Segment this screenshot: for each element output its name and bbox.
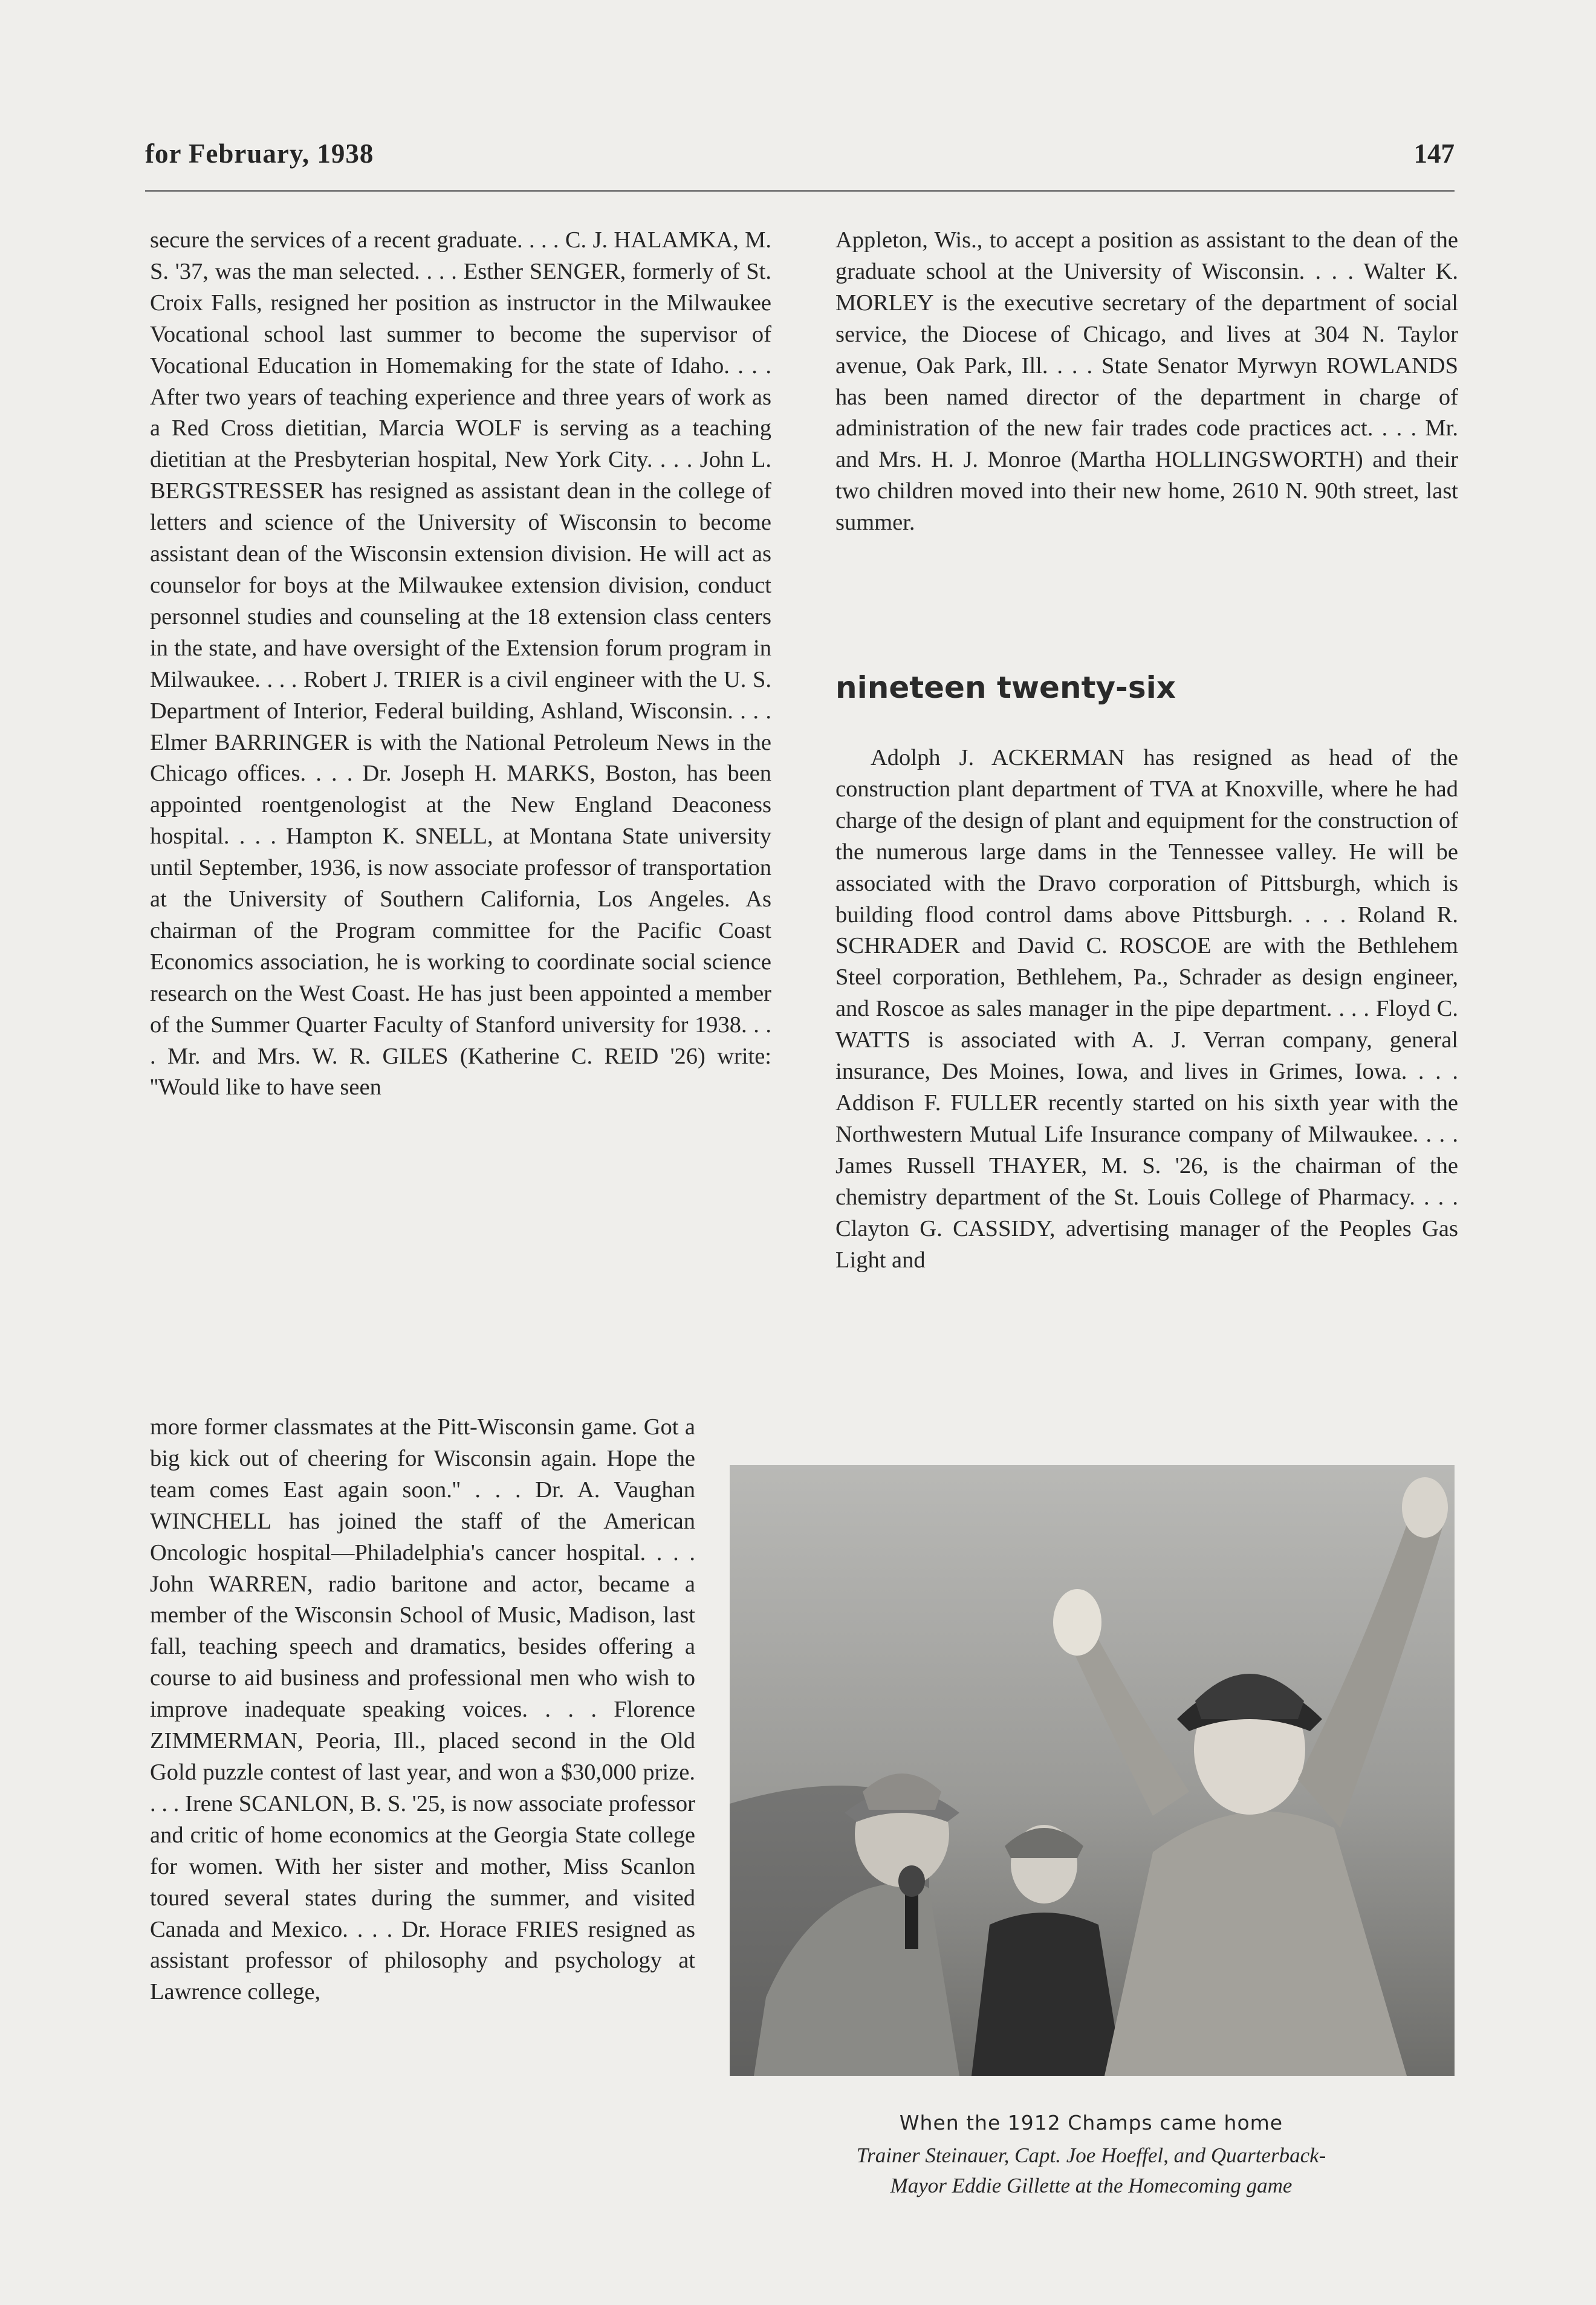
left-column-text: secure the services of a recent graduate. . . . C. J. HALAMKA, M. S. '37, was the man selected. . . . Esther SENGER, formerly of St. Croix Falls, resigned her position as instructor in the Milwaukee Vocational school last summer to become the supervisor of Vocational Education in Homemaking for the state of Idaho. . . . After two years of teaching experience and three years of work as a Red Cross dietitian, Marcia WOLF is serving as a teaching dietitian at the Presbyterian hospital, New York City. . . . John L. BERGSTRESSER has resigned as assistant dean in the college of letters and science of the University of Wisconsin to become assistant dean of the Wisconsin extension division. He will act as counselor for boys at the Milwaukee extension division, conduct personnel studies and counseling at the 18 extension class centers in the state, and have oversight of the Extension forum program in Milwaukee. . . . Robert J. TRIER is a civil engineer with the U. S. Department of Interior, Federal building, Ashland, Wisconsin. . . . Elmer BARRINGER is with the National Petroleum News in the Chicago offices. . . . Dr. Joseph H. MARKS, Boston, has been appointed roentgenologist at the New England Deaconess hospital. . . . Hampton K. SNELL, at Montana State university until September, 1936, is now associate professor of transportation at the University of Southern California, Los Angeles. As chairman of the Program committee for the Pacific Coast Economics association, he is working to coordinate social science research on the West Coast. He has just been appointed a member of the Summer Quarter Faculty of Stanford university for 1938. . . . Mr. and Mrs. W. R. GILES (Katherine C. REID '26) write: ''Would like to have seen — [150, 227, 771, 1100]
photo-caption-title: When the 1912 Champs came home — [899, 2111, 1283, 2134]
photo-image — [730, 1465, 1455, 2076]
page-header — [145, 138, 1455, 186]
running-title: for February, 1938 — [145, 138, 374, 169]
right-column — [835, 225, 1458, 539]
photo-caption-credit-line2: Mayor Eddie Gillette at the Homecoming game — [890, 2174, 1293, 2197]
left-column-narrow — [150, 1412, 695, 2008]
homecoming-photo — [730, 1465, 1455, 2076]
photo-caption-credit-line1: Trainer Steinauer, Capt. Joe Hoeffel, and Quarterback- — [856, 2144, 1326, 2167]
page-number: 147 — [1413, 138, 1455, 169]
section-heading: nineteen twenty-six — [835, 670, 1176, 705]
left-column-text-narrow: more former classmates at the Pitt-Wisconsin game. Got a big kick out of cheering for Wisconsin again. Hope the team comes East again soon.'' . . . Dr. A. Vaughan WINCHELL has joined the staff of the American Oncologic hospital—Philadelphia's cancer hospital. . . . John WARREN, radio baritone and actor, became a member of the Wisconsin School of Music, Madison, last fall, teaching speech and dramatics, besides offering a course to aid business and professional men who wish to improve inadequate speaking voices. . . . Florence ZIMMERMAN, Peoria, Ill., placed second in the Old Gold puzzle contest of last year, and won a $30,000 prize. . . . Irene SCANLON, B. S. '25, is now associate professor and critic of home economics at the Georgia State college for women. With her sister and mother, Miss Scanlon toured several states during the summer, and visited Canada and Mexico. . . . Dr. Horace FRIES resigned as assistant professor of philosophy and psychology at Lawrence college, — [150, 1414, 695, 2005]
left-column — [150, 225, 771, 1104]
right-column-section-text: Adolph J. ACKERMAN has resigned as head of the construction plant department of TVA at Knoxville, where he had charge of the design of plant and equipment for the construction of the numerous large dams in the Tennessee valley. He will be associated with the Dravo corporation of Pittsburgh, which is building flood control dams above Pittsburgh. . . . Roland R. SCHRADER and David C. ROSCOE are with the Bethlehem Steel corporation, Bethlehem, Pa., Schrader as design engineer, and Roscoe as sales manager in the pipe department. . . . Floyd C. WATTS is associated with A. J. Verran company, general insurance, Des Moines, Iowa, and lives in Grimes, Iowa. . . . Addison F. FULLER recently started on his sixth year with the Northwestern Mutual Life Insurance company of Milwaukee. . . . James Russell THAYER, M. S. '26, is the chairman of the chemistry department of the St. Louis College of Pharmacy. . . . Clayton G. CASSIDY, advertising manager of the Peoples Gas Light and — [835, 745, 1458, 1273]
right-column-text-top: Appleton, Wis., to accept a position as assistant to the dean of the graduate school at the University of Wisconsin. . . . Walter K. MORLEY is the executive secretary of the department of social service, the Diocese of Chicago, and lives at 304 N. Taylor avenue, Oak Park, Ill. . . . State Senator Myrwyn ROWLANDS has been named director of the department in charge of administration of the new fair trades code practices act. . . . Mr. and Mrs. H. J. Monroe (Martha HOLLINGSWORTH) and their two children moved into their new home, 2610 N. 90th street, last summer. — [835, 227, 1458, 536]
right-column-section — [835, 743, 1458, 1276]
photo-caption-credit — [719, 2141, 1463, 2201]
header-rule — [145, 190, 1455, 192]
